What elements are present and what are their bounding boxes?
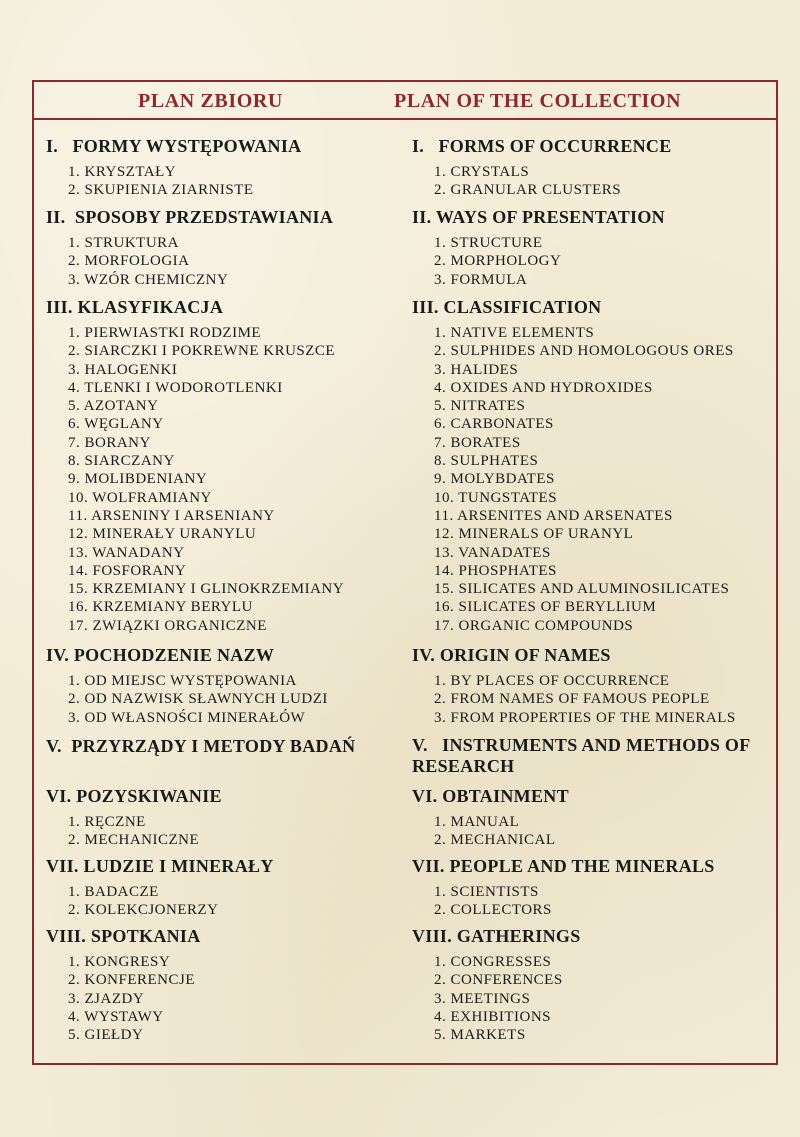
section-items	[68, 883, 274, 920]
list-item: 2. CONFERENCES	[434, 972, 563, 989]
list-item: 2. SIARCZKI I POKREWNE KRUSZCE	[68, 343, 336, 360]
header-divider	[34, 118, 776, 120]
section-title: II. SPOSOBY PRZEDSTAWIANIA	[46, 207, 334, 227]
list-item: 1. PIERWIASTKI RODZIME	[68, 325, 262, 341]
list-item: 8. SIARCZANY	[68, 453, 175, 470]
list-item: 3. HALIDES	[434, 361, 519, 378]
section-en-1	[412, 135, 672, 200]
list-item: 4. OXIDES AND HYDROXIDES	[434, 379, 653, 396]
list-item: 1. BADACZE	[68, 884, 159, 900]
section-en-7	[412, 855, 715, 920]
list-item: 3. OD WŁASNOŚCI MINERAŁÓW	[68, 709, 306, 726]
list-item: 12. MINERAŁY URANYLU	[68, 526, 257, 543]
section-pl-5	[46, 735, 355, 757]
section-items	[68, 672, 328, 727]
section-items	[434, 953, 581, 1044]
section-items	[434, 672, 736, 727]
section-en-4	[412, 644, 736, 727]
list-item: 7. BORATES	[434, 434, 521, 451]
list-item: 1. BY PLACES OF OCCURRENCE	[434, 673, 670, 689]
list-item: 2. KONFERENCJE	[68, 972, 196, 989]
section-title: V. INSTRUMENTS AND METHODS OF RESEARCH	[412, 735, 755, 776]
list-item: 5. MARKETS	[434, 1027, 526, 1044]
list-item: 14. PHOSPHATES	[434, 562, 557, 579]
list-item: 2. MORPHOLOGY	[434, 253, 562, 270]
list-item: 3. MEETINGS	[434, 990, 531, 1007]
list-item: 2. FROM NAMES OF FAMOUS PEOPLE	[434, 691, 710, 708]
list-item: 3. ZJAZDY	[68, 990, 145, 1007]
list-item: 16. KRZEMIANY BERYLU	[68, 599, 253, 616]
section-title: VII. PEOPLE AND THE MINERALS	[412, 856, 715, 876]
list-item: 10. WOLFRAMIANY	[68, 489, 212, 506]
section-title: V. PRZYRZĄDY I METODY BADAŃ	[46, 736, 356, 756]
section-items	[68, 163, 301, 200]
list-item: 2. SULPHIDES AND HOMOLOGOUS ORES	[434, 343, 734, 360]
section-items	[68, 813, 222, 850]
section-title: I. FORMS OF OCCURRENCE	[412, 136, 672, 156]
section-items	[434, 813, 569, 850]
section-title: I. FORMY WYSTĘPOWANIA	[46, 136, 302, 156]
section-pl-6	[46, 785, 222, 850]
list-item: 1. STRUCTURE	[434, 235, 543, 251]
list-item: 3. HALOGENKI	[68, 361, 178, 378]
list-item: 15. SILICATES AND ALUMINOSILICATES	[434, 581, 730, 598]
list-item: 1. KRYSZTAŁY	[68, 164, 177, 180]
list-item: 12. MINERALS OF URANYL	[434, 526, 634, 543]
section-title: VIII. SPOTKANIA	[46, 926, 201, 946]
list-item: 3. WZÓR CHEMICZNY	[68, 271, 229, 288]
list-item: 17. ZWIĄZKI ORGANICZNE	[68, 617, 267, 634]
list-item: 17. ORGANIC COMPOUNDS	[434, 617, 634, 634]
list-item: 5. GIEŁDY	[68, 1027, 144, 1044]
list-item: 8. SULPHATES	[434, 453, 539, 470]
list-item: 2. GRANULAR CLUSTERS	[434, 182, 622, 199]
list-item: 2. MECHANICAL	[434, 832, 556, 849]
section-title: VII. LUDZIE I MINERAŁY	[46, 856, 274, 876]
section-pl-1	[46, 135, 301, 200]
list-item: 2. OD NAZWISK SŁAWNYCH LUDZI	[68, 691, 328, 708]
section-en-3	[412, 296, 734, 635]
list-item: 5. AZOTANY	[68, 398, 159, 415]
list-item: 10. TUNGSTATES	[434, 489, 558, 506]
section-title: III. KLASYFIKACJA	[46, 297, 224, 317]
list-item: 16. SILICATES OF BERYLLIUM	[434, 599, 657, 616]
list-item: 2. MECHANICZNE	[68, 832, 200, 849]
list-item: 5. NITRATES	[434, 398, 526, 415]
section-title: IV. ORIGIN OF NAMES	[412, 645, 611, 665]
section-pl-8	[46, 925, 201, 1044]
section-pl-7	[46, 855, 274, 920]
section-items	[434, 163, 672, 200]
section-title: VIII. GATHERINGS	[412, 926, 581, 946]
list-item: 1. CONGRESSES	[434, 954, 552, 970]
list-item: 2. SKUPIENIA ZIARNISTE	[68, 182, 254, 199]
list-item: 3. FROM PROPERTIES OF THE MINERALS	[434, 709, 736, 726]
list-item: 6. WĘGLANY	[68, 416, 164, 433]
section-items	[68, 234, 333, 289]
list-item: 4. WYSTAWY	[68, 1008, 164, 1025]
section-title: II. WAYS OF PRESENTATION	[412, 207, 665, 227]
section-items	[68, 953, 201, 1044]
list-item: 11. ARSENINY I ARSENIANY	[68, 507, 275, 524]
section-items	[68, 324, 344, 635]
list-item: 1. RĘCZNE	[68, 814, 146, 830]
header-title-pl: PLAN ZBIORU	[138, 90, 283, 112]
list-item: 2. MORFOLOGIA	[68, 253, 190, 270]
list-item: 4. EXHIBITIONS	[434, 1008, 551, 1025]
list-item: 1. STRUKTURA	[68, 235, 180, 251]
list-item: 14. FOSFORANY	[68, 562, 187, 579]
list-item: 1. KONGRESY	[68, 954, 171, 970]
section-pl-4	[46, 644, 328, 727]
section-en-6	[412, 785, 569, 850]
list-item: 1. CRYSTALS	[434, 164, 530, 180]
list-item: 2. KOLEKCJONERZY	[68, 902, 219, 919]
list-item: 4. TLENKI I WODOROTLENKI	[68, 379, 283, 396]
section-en-5	[412, 735, 767, 777]
list-item: 1. NATIVE ELEMENTS	[434, 325, 595, 341]
list-item: 9. MOLYBDATES	[434, 471, 555, 488]
section-title: IV. POCHODZENIE NAZW	[46, 645, 275, 665]
list-item: 13. WANADANY	[68, 544, 185, 561]
list-item: 15. KRZEMIANY I GLINOKRZEMIANY	[68, 581, 345, 598]
section-title: III. CLASSIFICATION	[412, 297, 602, 317]
section-items	[434, 883, 715, 920]
list-item: 1. OD MIEJSC WYSTĘPOWANIA	[68, 673, 297, 689]
list-item: 1. MANUAL	[434, 814, 520, 830]
section-title: VI. POZYSKIWANIE	[46, 786, 222, 806]
section-en-8	[412, 925, 581, 1044]
section-en-2	[412, 206, 665, 289]
header-title-en: PLAN OF THE COLLECTION	[394, 90, 682, 112]
section-pl-2	[46, 206, 333, 289]
list-item: 9. MOLIBDENIANY	[68, 471, 208, 488]
list-item: 7. BORANY	[68, 434, 151, 451]
section-title: VI. OBTAINMENT	[412, 786, 569, 806]
section-items	[434, 234, 665, 289]
list-item: 2. COLLECTORS	[434, 902, 552, 919]
list-item: 1. SCIENTISTS	[434, 884, 539, 900]
list-item: 6. CARBONATES	[434, 416, 554, 433]
list-item: 13. VANADATES	[434, 544, 551, 561]
section-pl-3	[46, 296, 344, 635]
list-item: 3. FORMULA	[434, 271, 528, 288]
section-items	[434, 324, 734, 635]
list-item: 11. ARSENITES AND ARSENATES	[434, 507, 673, 524]
